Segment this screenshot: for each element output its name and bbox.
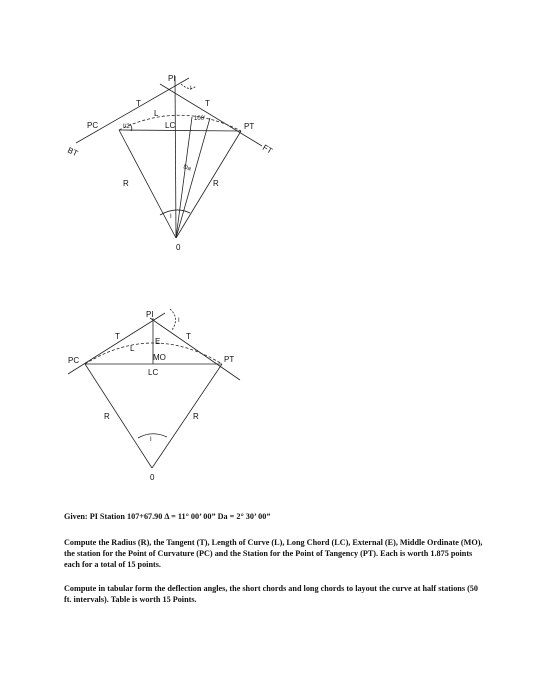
label-lc-1: LC [165, 121, 176, 130]
diagram-2-labels [68, 310, 234, 482]
radius-right-line [176, 131, 241, 238]
question-paragraph-1 [64, 537, 484, 570]
intersection-angle-arc-2 [170, 309, 176, 330]
label-half-i: I/2 [123, 124, 130, 130]
curve-diagram-1 [76, 76, 262, 238]
label-r-right-1: R [213, 179, 219, 188]
label-lc-2: LC [148, 368, 159, 377]
intersection-angle-arc-1 [181, 84, 196, 89]
label-mo: MO [153, 353, 166, 362]
question-1-text: Compute the Radius (R), the Tangent (T), Length of Curve (L), Long Chord (LC), External (E), Middle Ordinate (MO), the station for the Point of Curvature (PC) and the Station for the Point of Tangency (PT). Each is worth 1.875 points each for a total of 15 points. [64, 538, 483, 569]
label-t-right-1: T [205, 99, 210, 108]
label-i-bottom-2: I [150, 437, 152, 443]
label-pt-2: PT [224, 355, 235, 364]
label-t-right-2: T [186, 332, 191, 341]
label-bt: BT [66, 145, 80, 159]
label-i-bottom-1: I [170, 214, 172, 220]
forward-tangent-line-2 [150, 318, 240, 380]
label-o-1: 0 [176, 243, 181, 252]
central-angle-arc-2 [138, 434, 167, 438]
label-r-left-2: R [104, 412, 110, 421]
label-da: Da [182, 164, 192, 173]
da-line-1 [176, 117, 192, 238]
label-l-2: L [130, 344, 135, 353]
label-100ft: 100' [194, 116, 206, 122]
label-l-1: L [154, 109, 159, 118]
label-r-right-2: R [193, 412, 199, 421]
label-i-top-1: I [190, 86, 192, 92]
given-line [64, 511, 484, 522]
question-2-text: Compute in tabular form the deflection angles, the short chords and long chords to layout the curve at half stations (50 ft. intervals). Table is worth 15 Points. [64, 584, 478, 604]
back-tangent-line-2 [68, 313, 165, 374]
label-e: E [155, 337, 161, 346]
label-pi-1: PI [168, 74, 176, 83]
radius-left-line-2 [85, 364, 152, 468]
question-paragraph-2 [64, 583, 484, 605]
back-tangent-line [76, 78, 189, 143]
label-i-top-2: I [178, 318, 180, 324]
diagram-1-labels [66, 74, 274, 252]
radius-right-line-2 [152, 364, 222, 468]
label-pc-2: PC [68, 356, 80, 365]
given-text: Given: PI Station 107+67.90 Δ = 11° 00’ 00” Da = 2° 30’ 00” [64, 512, 271, 521]
da-line-3 [175, 76, 176, 238]
label-ft: FT [261, 142, 274, 156]
da-line-2 [176, 118, 210, 238]
curve-diagram-2 [68, 309, 240, 468]
curve-arc-1 [119, 115, 241, 131]
label-t-left-2: T [115, 332, 120, 341]
label-o-2: 0 [150, 473, 155, 482]
long-chord-line [119, 130, 241, 131]
label-t-left-1: T [136, 99, 141, 108]
label-pi-2: PI [146, 310, 154, 319]
label-r-left-1: R [123, 179, 129, 188]
label-pc-1: PC [87, 121, 99, 130]
central-angle-arc-1 [160, 210, 190, 215]
label-pt-1: PT [244, 122, 255, 131]
